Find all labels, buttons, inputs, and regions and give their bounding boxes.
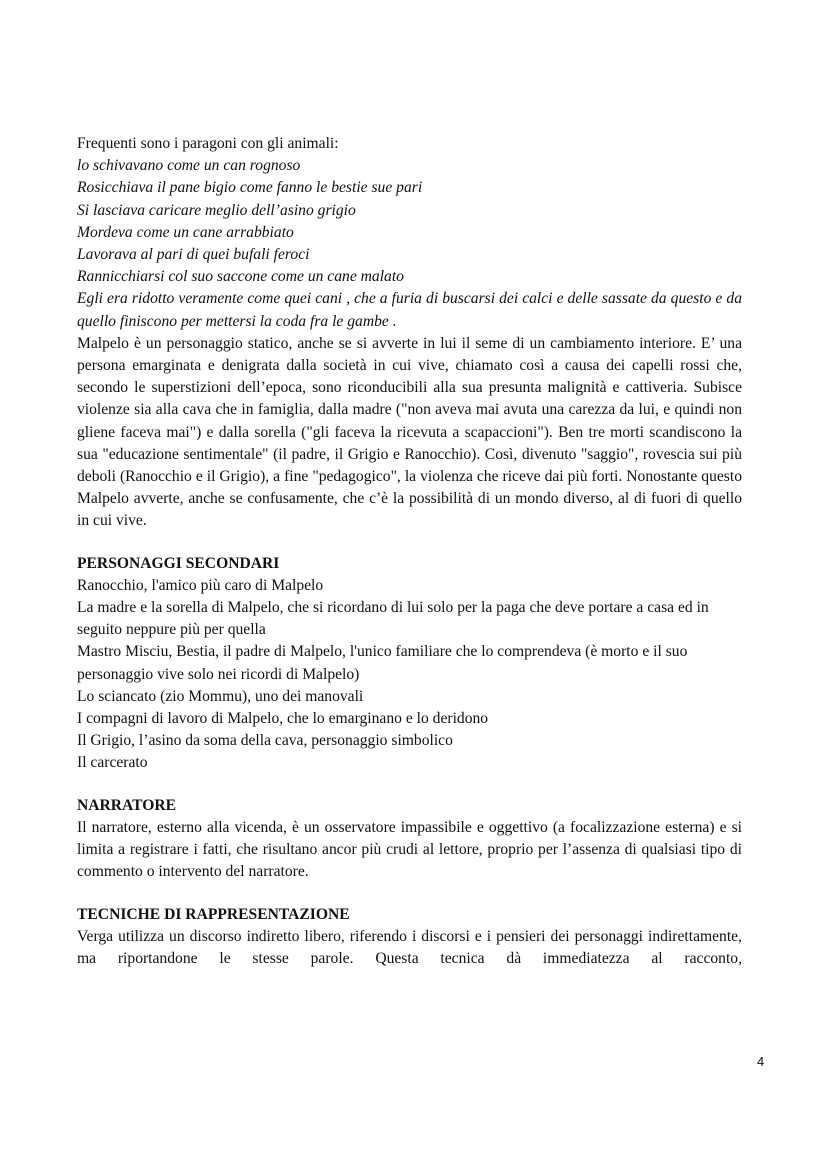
character-item: Ranocchio, l'amico più caro di Malpelo xyxy=(77,576,324,594)
character-item: I compagni di lavoro di Malpelo, che lo emarginano e lo deridono xyxy=(77,710,489,728)
quote-line: Rosicchiava il pane bigio come fanno le bestie sue pari xyxy=(77,179,423,197)
animal-comparison-quotes xyxy=(77,155,742,288)
narrator-paragraph: Il narratore, esterno alla vicenda, è un osservatore impassibile e oggettivo (a focalizzazione esterna) e si limita a registrare i fatti, che risultano ancor più crudi al lettore, proprio per l’assenza di qualsiasi tipo di commento o intervento del narratore. xyxy=(77,818,742,881)
section-spacer xyxy=(77,884,742,904)
secondary-characters-heading: PERSONAGGI SECONDARI xyxy=(77,554,280,572)
document-page xyxy=(77,133,742,970)
character-item: Il Grigio, l’asino da soma della cava, personaggio simbolico xyxy=(77,732,453,750)
character-item: Il carcerato xyxy=(77,754,148,772)
character-item: Lo sciancato (zio Mommu), uno dei manovali xyxy=(77,687,364,705)
long-quote: Egli era ridotto veramente come quei cani , che a furia di buscarsi dei calci e delle sassate da questo e da quello finiscono per mettersi la coda fra le gambe . xyxy=(77,290,742,330)
quote-line: Si lasciava caricare meglio dell’asino grigio xyxy=(77,201,356,219)
malpelo-analysis-paragraph: Malpelo è un personaggio statico, anche se si avverte in lui il seme di un cambiamento interiore. E’ una persona emarginata e denigrata dalla società in cui vive, chiamato così a causa dei capelli rossi che, secondo le superstizioni dell’epoca, sono riconducibili alla sua presunta malignità e cattiveria. Subisce violenze sia alla cava che in famiglia, dalla madre ("non aveva mai avuta una carezza da lui, e quindi non gliene faceva mai") e dalla sorella ("gli faceva la ricevuta a scapaccioni"). Ben tre morti scandiscono la sua "educazione sentimentale" (il padre, il Grigio e Ranocchio). Così, divenuto "saggio", rovescia sui più deboli (Ranocchio e il Grigio), a fine "pedagogico", la violenza che riceve dai più forti. Nonostante questo Malpelo avverte, anche se confusamente, che c’è la possibilità di un mondo diverso, al di fuori di quello in cui vive. xyxy=(77,334,742,530)
techniques-paragraph: Verga utilizza un discorso indiretto libero, riferendo i discorsi e i pensieri dei personaggi indirettamente, ma riportandone le stesse parole. Questa tecnica dà immediatezza al racconto, xyxy=(77,927,742,967)
quote-line: Rannicchiarsi col suo saccone come un cane malato xyxy=(77,268,404,286)
quote-line: Mordeva come un cane arrabbiato xyxy=(77,223,294,241)
quote-line: lo schivavano come un can rognoso xyxy=(77,157,301,175)
character-item: La madre e la sorella di Malpelo, che si ricordano di lui solo per la paga che deve portare a casa ed in seguito neppure più per quella xyxy=(77,599,709,639)
page-number: 4 xyxy=(757,1054,765,1069)
intro-lead: Frequenti sono i paragoni con gli animali: xyxy=(77,135,339,152)
narrator-heading: NARRATORE xyxy=(77,796,177,814)
character-item: Mastro Misciu, Bestia, il padre di Malpelo, l'unico familiare che lo comprendeva (è morto e il suo personaggio vive solo nei ricordi di Malpelo) xyxy=(77,643,688,683)
section-spacer xyxy=(77,533,742,553)
section-spacer xyxy=(77,775,742,795)
quote-line: Lavorava al pari di quei bufali feroci xyxy=(77,246,310,264)
techniques-heading: TECNICHE DI RAPPRESENTAZIONE xyxy=(77,905,350,923)
secondary-characters-list xyxy=(77,575,742,775)
